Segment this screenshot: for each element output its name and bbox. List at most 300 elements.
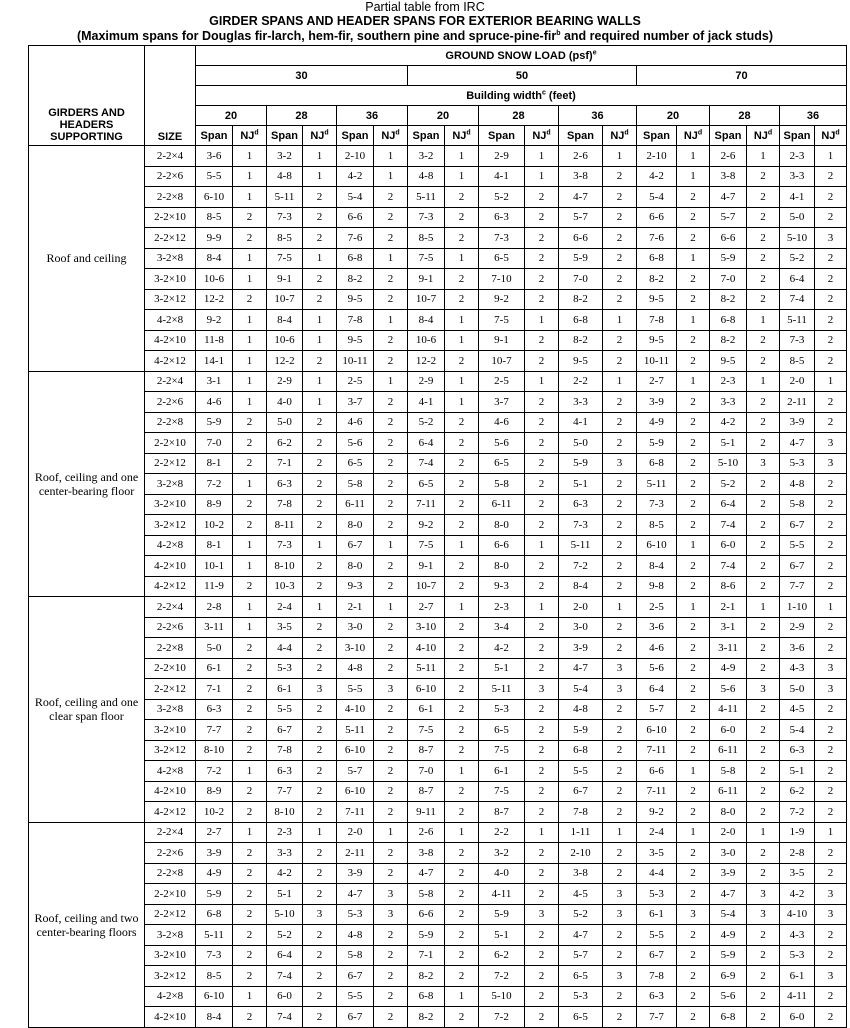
span-cell: 7-5	[267, 248, 303, 269]
span-cell: 3-7	[479, 392, 525, 413]
nj-cell: 2	[374, 945, 408, 966]
size-cell: 3-2×12	[145, 740, 196, 761]
span-cell: 2-7	[637, 371, 677, 392]
table-row	[29, 966, 847, 987]
nj-cell: 2	[303, 351, 337, 372]
span-cell: 10-11	[337, 351, 374, 372]
nj-cell: 2	[677, 474, 710, 495]
span-cell: 7-2	[780, 802, 815, 823]
nj-cell: 2	[445, 453, 479, 474]
nj-cell: 2	[815, 310, 847, 331]
span-cell: 7-3	[559, 515, 603, 536]
span-cell: 7-7	[637, 1007, 677, 1028]
span-cell: 4-7	[559, 658, 603, 679]
table-row	[29, 556, 847, 577]
span-cell: 2-10	[337, 146, 374, 167]
span-cell: 2-1	[710, 597, 747, 618]
nj-cell: 1	[445, 146, 479, 167]
nj-cell: 1	[525, 146, 559, 167]
span-cell: 6-8	[559, 310, 603, 331]
nj-cell: 3	[374, 679, 408, 700]
nj-cell: 2	[603, 863, 637, 884]
span-cell: 3-9	[780, 412, 815, 433]
span-cell: 7-11	[637, 740, 677, 761]
nj-cell: 2	[815, 925, 847, 946]
span-cell: 2-5	[479, 371, 525, 392]
nj-column-header: $NJ^d$	[677, 126, 710, 146]
span-cell: 6-11	[479, 494, 525, 515]
nj-cell: 2	[445, 556, 479, 577]
nj-cell: 2	[445, 576, 479, 597]
span-cell: 6-10	[408, 679, 445, 700]
nj-cell: 1	[677, 310, 710, 331]
nj-cell: 2	[233, 289, 267, 310]
nj-cell: 2	[445, 289, 479, 310]
nj-cell: 1	[303, 822, 337, 843]
span-cell: 10-2	[196, 802, 233, 823]
span-cell: 9-9	[196, 228, 233, 249]
span-cell: 3-11	[196, 617, 233, 638]
nj-cell: 2	[233, 781, 267, 802]
span-cell: 7-1	[408, 945, 445, 966]
table-row	[29, 433, 847, 454]
nj-cell: 1	[445, 822, 479, 843]
table-row	[29, 597, 847, 618]
size-cell: 2-2×4	[145, 371, 196, 392]
nj-cell: 2	[233, 720, 267, 741]
span-cell: 8-11	[267, 515, 303, 536]
table-row	[29, 289, 847, 310]
span-cell: 8-0	[710, 802, 747, 823]
nj-cell: 2	[747, 494, 780, 515]
span-cell: 7-10	[479, 269, 525, 290]
nj-cell: 3	[815, 904, 847, 925]
nj-cell: 2	[815, 986, 847, 1007]
nj-cell: 2	[747, 945, 780, 966]
span-cell: 6-6	[710, 228, 747, 249]
table-row	[29, 740, 847, 761]
nj-cell: 2	[374, 351, 408, 372]
table-row	[29, 166, 847, 187]
nj-cell: 2	[233, 740, 267, 761]
span-cell: 6-10	[637, 720, 677, 741]
nj-cell: 1	[233, 248, 267, 269]
table-row	[29, 392, 847, 413]
nj-cell: 2	[747, 720, 780, 741]
span-cell: 6-4	[267, 945, 303, 966]
size-cell: 4-2×8	[145, 535, 196, 556]
span-cell: 3-5	[267, 617, 303, 638]
size-cell: 3-2×10	[145, 720, 196, 741]
span-cell: 7-3	[196, 945, 233, 966]
size-cell: 4-2×8	[145, 310, 196, 331]
span-cell: 3-8	[559, 863, 603, 884]
span-cell: 5-1	[559, 474, 603, 495]
span-cell: 9-1	[267, 269, 303, 290]
span-cell: 6-4	[780, 269, 815, 290]
span-cell: 5-2	[780, 248, 815, 269]
span-cell: 4-11	[710, 699, 747, 720]
nj-cell: 2	[525, 187, 559, 208]
table-row	[29, 884, 847, 905]
nj-cell: 2	[303, 269, 337, 290]
span-cell: 9-11	[408, 802, 445, 823]
nj-cell: 2	[525, 494, 559, 515]
span-cell: 8-2	[710, 330, 747, 351]
nj-cell: 2	[747, 556, 780, 577]
span-cell: 5-6	[637, 658, 677, 679]
nj-cell: 1	[233, 310, 267, 331]
span-cell: 4-3	[780, 925, 815, 946]
span-cell: 3-3	[267, 843, 303, 864]
span-cell: 4-7	[710, 187, 747, 208]
span-cell: 3-9	[637, 392, 677, 413]
nj-cell: 2	[603, 166, 637, 187]
nj-cell: 2	[815, 474, 847, 495]
span-cell: 5-11	[780, 310, 815, 331]
span-cell: 4-2	[479, 638, 525, 659]
nj-cell: 2	[525, 474, 559, 495]
nj-cell: 2	[303, 945, 337, 966]
span-cell: 9-5	[637, 330, 677, 351]
nj-cell: 1	[233, 822, 267, 843]
span-cell: 5-9	[559, 453, 603, 474]
span-column-header: Span	[710, 126, 747, 146]
nj-cell: 2	[747, 330, 780, 351]
span-cell: 6-11	[710, 781, 747, 802]
nj-cell: 2	[747, 966, 780, 987]
nj-cell: 2	[603, 207, 637, 228]
nj-cell: 1	[815, 822, 847, 843]
nj-cell: 1	[233, 146, 267, 167]
size-cell: 4-2×10	[145, 330, 196, 351]
span-cell: 2-7	[408, 597, 445, 618]
nj-cell: 1	[233, 351, 267, 372]
nj-cell: 2	[233, 904, 267, 925]
nj-cell: 1	[303, 330, 337, 351]
nj-cell: 1	[445, 392, 479, 413]
nj-cell: 2	[677, 720, 710, 741]
span-cell: 3-9	[559, 638, 603, 659]
nj-cell: 2	[525, 289, 559, 310]
span-cell: 2-10	[559, 843, 603, 864]
span-cell: 3-10	[408, 617, 445, 638]
nj-cell: 2	[603, 433, 637, 454]
span-cell: 5-5	[559, 761, 603, 782]
span-cell: 5-7	[337, 761, 374, 782]
span-cell: 2-6	[559, 146, 603, 167]
nj-cell: 2	[374, 433, 408, 454]
nj-cell: 2	[374, 515, 408, 536]
span-cell: 6-10	[337, 740, 374, 761]
nj-column-header: $NJ^d$	[747, 126, 780, 146]
nj-cell: 2	[525, 576, 559, 597]
span-cell: 5-5	[337, 986, 374, 1007]
nj-cell: 3	[603, 966, 637, 987]
nj-cell: 2	[677, 433, 710, 454]
span-cell: 7-1	[267, 453, 303, 474]
nj-cell: 2	[445, 966, 479, 987]
span-cell: 6-7	[337, 535, 374, 556]
nj-cell: 2	[445, 207, 479, 228]
span-cell: 7-2	[479, 966, 525, 987]
nj-cell: 1	[445, 371, 479, 392]
nj-cell: 1	[525, 535, 559, 556]
span-cell: 8-0	[337, 556, 374, 577]
nj-cell: 1	[233, 392, 267, 413]
table-row	[29, 802, 847, 823]
span-cell: 4-7	[780, 433, 815, 454]
span-cell: 2-9	[780, 617, 815, 638]
size-cell: 2-2×10	[145, 884, 196, 905]
nj-cell: 1	[525, 310, 559, 331]
nj-column-header: $NJ^d$	[303, 126, 337, 146]
table-row	[29, 187, 847, 208]
building-width-header-cell: 20	[637, 106, 710, 126]
span-cell: 4-10	[337, 699, 374, 720]
span-cell: 10-1	[196, 556, 233, 577]
building-width-header-cell: 36	[559, 106, 637, 126]
nj-cell: 2	[233, 863, 267, 884]
span-cell: 5-0	[780, 207, 815, 228]
span-cell: 5-11	[267, 187, 303, 208]
span-cell: 8-2	[710, 289, 747, 310]
nj-cell: 1	[445, 248, 479, 269]
span-cell: 4-1	[559, 412, 603, 433]
nj-cell: 2	[233, 945, 267, 966]
span-cell: 6-3	[780, 740, 815, 761]
span-cell: 8-5	[196, 207, 233, 228]
nj-cell: 2	[747, 658, 780, 679]
nj-cell: 2	[747, 986, 780, 1007]
nj-cell: 2	[233, 228, 267, 249]
span-cell: 8-10	[267, 802, 303, 823]
size-cell: 4-2×12	[145, 351, 196, 372]
nj-cell: 2	[747, 576, 780, 597]
span-cell: 5-10	[479, 986, 525, 1007]
nj-cell: 2	[303, 515, 337, 536]
nj-cell: 1	[603, 822, 637, 843]
span-cell: 5-11	[637, 474, 677, 495]
nj-cell: 2	[445, 187, 479, 208]
nj-cell: 1	[815, 371, 847, 392]
building-width-header-cell: 20	[196, 106, 267, 126]
span-cell: 6-8	[408, 986, 445, 1007]
nj-cell: 2	[303, 494, 337, 515]
building-width-header-cell: 28	[267, 106, 337, 126]
table-title: GIRDER SPANS AND HEADER SPANS FOR EXTERIOR BEARING WALLS	[209, 14, 641, 28]
span-cell: 5-3	[479, 699, 525, 720]
span-cell: 3-9	[337, 863, 374, 884]
nj-cell: 2	[677, 392, 710, 413]
nj-cell: 2	[303, 433, 337, 454]
span-cell: 5-2	[267, 925, 303, 946]
span-cell: 4-10	[408, 638, 445, 659]
nj-cell: 2	[445, 515, 479, 536]
span-cell: 3-0	[559, 617, 603, 638]
nj-cell: 2	[603, 761, 637, 782]
span-cell: 5-7	[637, 699, 677, 720]
nj-cell: 2	[374, 412, 408, 433]
span-cell: 8-2	[408, 966, 445, 987]
span-cell: 6-10	[637, 535, 677, 556]
span-cell: 7-2	[196, 761, 233, 782]
span-column-header: Span	[337, 126, 374, 146]
supporting-group-label: Roof, ceiling and two center-bearing floors	[29, 822, 145, 1027]
span-cell: 10-6	[408, 330, 445, 351]
size-cell: 2-2×12	[145, 679, 196, 700]
nj-cell: 1	[677, 761, 710, 782]
nj-cell: 2	[815, 843, 847, 864]
span-cell: 5-3	[780, 453, 815, 474]
nj-cell: 1	[603, 597, 637, 618]
nj-cell: 2	[233, 638, 267, 659]
span-cell: 7-3	[780, 330, 815, 351]
nj-cell: 2	[525, 843, 559, 864]
span-cell: 5-10	[780, 228, 815, 249]
span-cell: 9-1	[408, 556, 445, 577]
nj-cell: 2	[233, 802, 267, 823]
span-cell: 2-7	[196, 822, 233, 843]
nj-cell: 2	[303, 884, 337, 905]
span-cell: 4-5	[780, 699, 815, 720]
span-cell: 9-3	[479, 576, 525, 597]
nj-cell: 2	[677, 207, 710, 228]
span-cell: 3-5	[637, 843, 677, 864]
size-column-header: SIZE	[145, 46, 196, 146]
nj-cell: 2	[374, 207, 408, 228]
nj-cell: 1	[233, 617, 267, 638]
span-cell: 2-2	[559, 371, 603, 392]
span-cell: 5-8	[337, 474, 374, 495]
nj-cell: 2	[374, 392, 408, 413]
size-cell: 2-2×12	[145, 228, 196, 249]
span-cell: 9-3	[337, 576, 374, 597]
size-cell: 4-2×8	[145, 986, 196, 1007]
nj-cell: 2	[603, 781, 637, 802]
nj-cell: 2	[374, 843, 408, 864]
span-cell: 4-7	[337, 884, 374, 905]
span-cell: 7-6	[337, 228, 374, 249]
nj-cell: 3	[815, 679, 847, 700]
span-cell: 3-6	[637, 617, 677, 638]
nj-cell: 1	[445, 535, 479, 556]
nj-cell: 1	[445, 761, 479, 782]
span-cell: 5-7	[710, 207, 747, 228]
span-cell: 3-3	[559, 392, 603, 413]
nj-cell: 2	[815, 556, 847, 577]
span-cell: 8-5	[637, 515, 677, 536]
footnote-marker-b: b	[556, 29, 561, 37]
span-cell: 2-11	[337, 843, 374, 864]
nj-cell: 2	[374, 556, 408, 577]
span-cell: 6-8	[637, 453, 677, 474]
nj-cell: 2	[525, 556, 559, 577]
nj-column-header: $NJ^d$	[233, 126, 267, 146]
span-cell: 5-8	[408, 884, 445, 905]
span-cell: 6-0	[780, 1007, 815, 1028]
span-cell: 9-2	[479, 289, 525, 310]
span-cell: 4-7	[559, 925, 603, 946]
nj-cell: 2	[603, 556, 637, 577]
span-cell: 6-6	[408, 904, 445, 925]
span-cell: 7-0	[559, 269, 603, 290]
span-cell: 5-9	[710, 945, 747, 966]
span-cell: 4-7	[559, 187, 603, 208]
nj-cell: 2	[677, 453, 710, 474]
nj-cell: 2	[445, 269, 479, 290]
span-cell: 6-5	[408, 474, 445, 495]
span-cell: 4-11	[479, 884, 525, 905]
span-cell: 7-0	[408, 761, 445, 782]
table-row	[29, 412, 847, 433]
size-cell: 4-2×12	[145, 802, 196, 823]
nj-cell: 2	[603, 1007, 637, 1028]
size-cell: 2-2×4	[145, 146, 196, 167]
nj-cell: 2	[747, 412, 780, 433]
span-cell: 6-10	[196, 187, 233, 208]
nj-cell: 1	[747, 146, 780, 167]
table-row	[29, 822, 847, 843]
span-cell: 7-7	[267, 781, 303, 802]
nj-cell: 2	[374, 966, 408, 987]
nj-cell: 2	[677, 679, 710, 700]
span-cell: 7-3	[408, 207, 445, 228]
span-cell: 5-8	[780, 494, 815, 515]
snow-load-30-header: 30	[196, 66, 408, 86]
nj-cell: 2	[815, 351, 847, 372]
nj-cell: 2	[303, 863, 337, 884]
span-cell: 5-3	[559, 986, 603, 1007]
nj-cell: 2	[525, 515, 559, 536]
nj-cell: 1	[677, 146, 710, 167]
nj-column-header: $NJ^d$	[374, 126, 408, 146]
nj-cell: 2	[815, 1007, 847, 1028]
span-cell: 6-3	[479, 207, 525, 228]
span-cell: 9-1	[479, 330, 525, 351]
span-cell: 7-4	[710, 515, 747, 536]
span-cell: 3-9	[710, 863, 747, 884]
nj-cell: 3	[747, 453, 780, 474]
size-cell: 3-2×12	[145, 289, 196, 310]
span-cell: 12-2	[267, 351, 303, 372]
nj-cell: 2	[303, 720, 337, 741]
nj-cell: 2	[525, 966, 559, 987]
supporting-group-label: Roof, ceiling and one center-bearing floor	[29, 371, 145, 597]
nj-cell: 2	[445, 1007, 479, 1028]
span-cell: 2-0	[559, 597, 603, 618]
nj-cell: 2	[374, 1007, 408, 1028]
span-cell: 6-8	[337, 248, 374, 269]
nj-cell: 3	[525, 904, 559, 925]
span-cell: 5-2	[710, 474, 747, 495]
nj-cell: 3	[747, 679, 780, 700]
nj-cell: 2	[747, 228, 780, 249]
nj-cell: 2	[677, 576, 710, 597]
span-cell: 2-3	[710, 371, 747, 392]
span-cell: 2-11	[780, 392, 815, 413]
nj-cell: 2	[815, 740, 847, 761]
nj-cell: 1	[303, 535, 337, 556]
span-cell: 2-8	[780, 843, 815, 864]
span-cell: 8-0	[337, 515, 374, 536]
nj-cell: 1	[303, 166, 337, 187]
nj-cell: 2	[677, 966, 710, 987]
span-cell: 2-1	[337, 597, 374, 618]
span-cell: 6-0	[710, 535, 747, 556]
table-row	[29, 494, 847, 515]
span-cell: 6-11	[710, 740, 747, 761]
